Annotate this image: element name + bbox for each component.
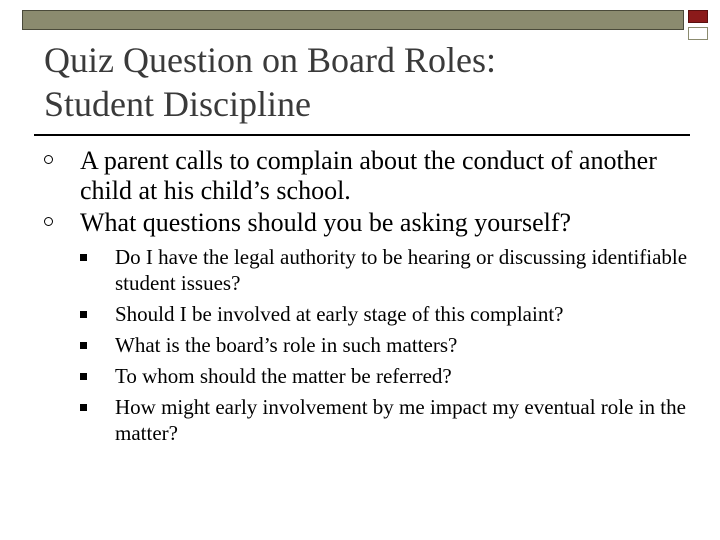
sub-bullet-item — [80, 332, 694, 358]
sub-bullet-list — [80, 244, 694, 446]
slide-title-line-1: Quiz Question on Board Roles: — [44, 40, 496, 80]
hollow-circle-bullet-icon — [44, 155, 53, 164]
title-divider — [34, 134, 690, 136]
bullet-item — [44, 208, 694, 238]
square-bullet-icon — [80, 373, 87, 380]
bullet-text: A parent calls to complain about the conduct of another child at his child’s school. — [80, 146, 657, 205]
red-square-decoration — [688, 10, 708, 23]
sub-bullet-item — [80, 363, 694, 389]
square-bullet-icon — [80, 404, 87, 411]
top-decorative-bar — [22, 10, 684, 30]
square-bullet-icon — [80, 254, 87, 261]
sub-bullet-item — [80, 301, 694, 327]
white-square-decoration — [688, 27, 708, 40]
sub-bullet-text: Do I have the legal authority to be hearing or discussing identifiable student issues? — [115, 245, 688, 295]
sub-bullet-text: What is the board’s role in such matters? — [115, 333, 458, 357]
sub-bullet-item — [80, 394, 694, 446]
bullet-text: What questions should you be asking yourself? — [80, 208, 572, 237]
slide-title — [44, 38, 684, 126]
corner-decoration — [688, 10, 708, 40]
hollow-circle-bullet-icon — [44, 217, 53, 226]
sub-bullet-text: To whom should the matter be referred? — [115, 364, 452, 388]
square-bullet-icon — [80, 342, 87, 349]
slide-content — [44, 146, 694, 451]
sub-bullet-text: Should I be involved at early stage of this complaint? — [115, 302, 564, 326]
sub-bullet-item — [80, 244, 694, 296]
bullet-item — [44, 146, 694, 206]
square-bullet-icon — [80, 311, 87, 318]
slide-title-line-2: Student Discipline — [44, 84, 311, 124]
sub-bullet-text: How might early involvement by me impact my eventual role in the matter? — [115, 395, 686, 445]
